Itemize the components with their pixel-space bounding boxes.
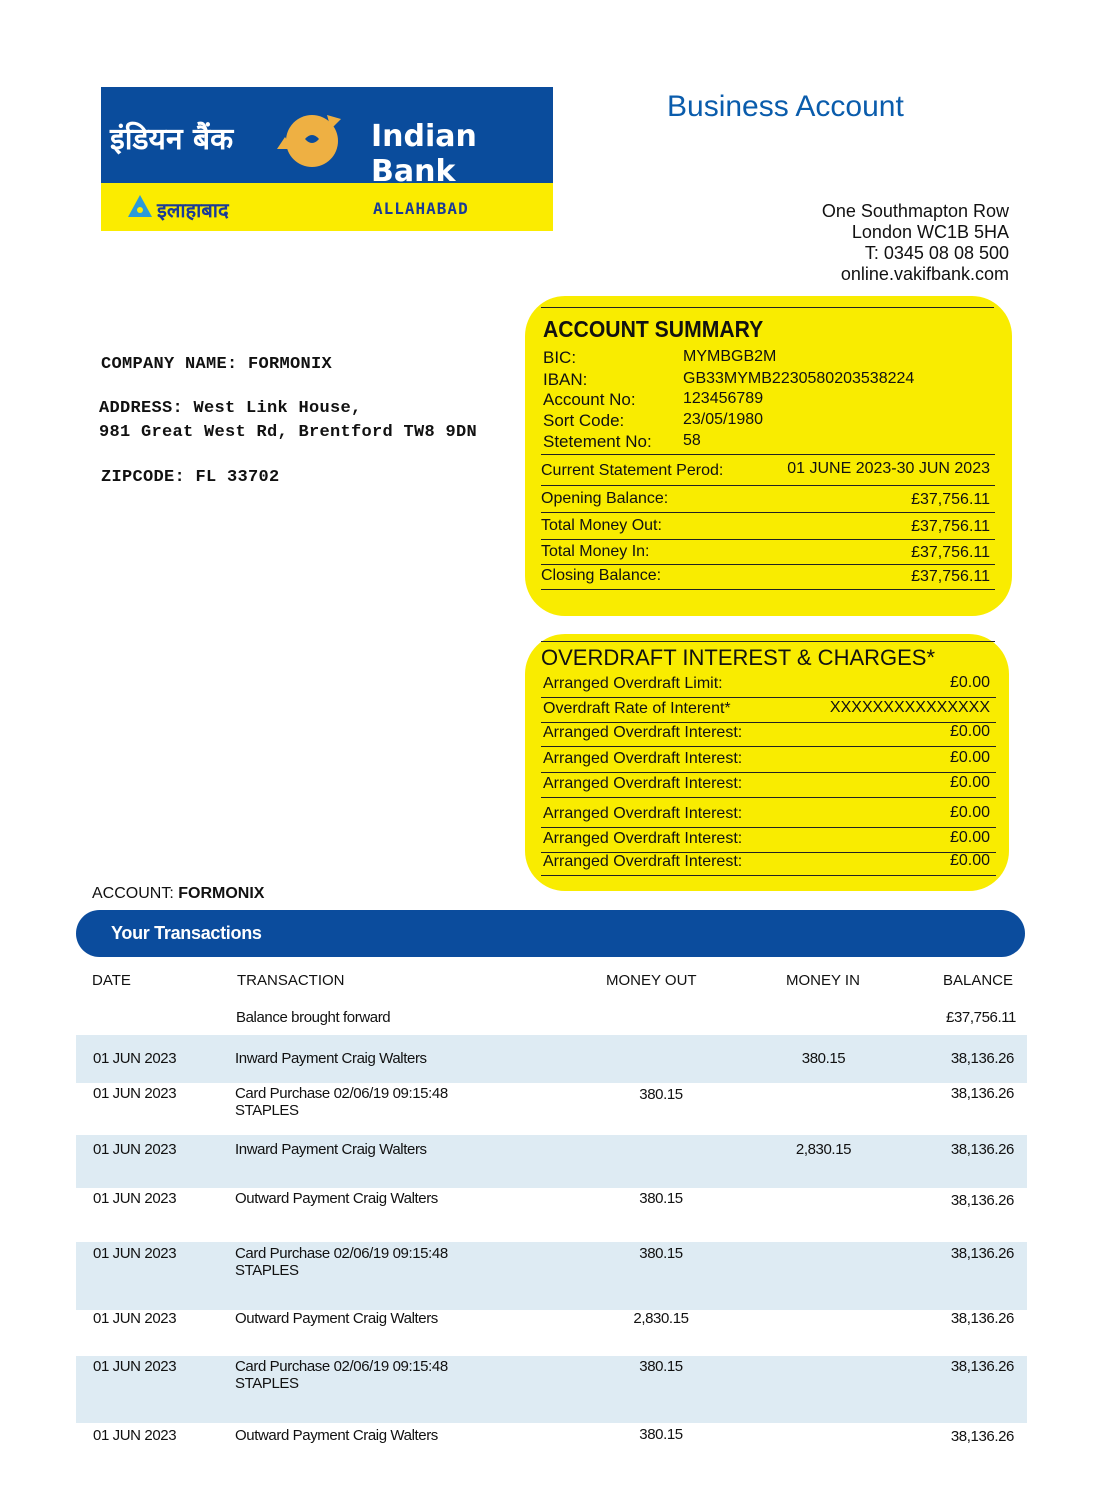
divider (541, 797, 996, 798)
tx-desc-line: STAPLES (235, 1102, 299, 1119)
table-row (76, 1135, 1027, 1188)
balance-value: £37,756.11 (911, 518, 990, 535)
balance-label: Opening Balance: (541, 490, 669, 507)
tx-desc-line: Inward Payment Craig Walters (235, 1141, 427, 1158)
tx-balance: 38,136.26 (950, 1428, 1014, 1445)
tx-money-out: 380.15 (639, 1426, 683, 1443)
tx-desc-line: Card Purchase 02/06/19 09:15:48 (235, 1245, 448, 1262)
tx-date: 01 JUN 2023 (93, 1050, 177, 1067)
transactions-title: Your Transactions (111, 923, 262, 943)
bank-emblem-icon (277, 109, 347, 169)
logo-allahabad-english: ALLAHABAD (373, 199, 469, 218)
tx-date: 01 JUN 2023 (93, 1085, 177, 1102)
table-row (76, 1310, 1027, 1356)
phone: T: 0345 08 08 500 (864, 243, 1009, 263)
tx-money-out: 380.15 (639, 1358, 683, 1375)
balance-value: £37,756.11 (911, 568, 990, 585)
table-row (76, 1035, 1027, 1083)
overdraft-label: Arranged Overdraft Interest: (543, 724, 743, 741)
tx-money-out: 380.15 (639, 1086, 683, 1103)
tx-description (235, 1358, 448, 1392)
overdraft-title: OVERDRAFT INTEREST & CHARGES* (541, 645, 936, 670)
tx-desc-line: Inward Payment Craig Walters (235, 1050, 427, 1067)
tx-money-out: 380.15 (639, 1190, 683, 1207)
transactions-header-bar (76, 910, 1025, 957)
overdraft-label: Arranged Overdraft Interest: (543, 830, 743, 847)
table-row (76, 1242, 1027, 1310)
col-money-out: MONEY OUT (606, 972, 697, 989)
col-balance: BALANCE (942, 972, 1013, 989)
account-label (92, 885, 264, 903)
balance-label: Total Money Out: (541, 517, 662, 534)
table-row (76, 1356, 1027, 1423)
summary-value: 123456789 (683, 390, 764, 407)
overdraft-value: £0.00 (949, 852, 990, 869)
tx-description (235, 1050, 427, 1067)
summary-value: 23/05/1980 (683, 411, 764, 428)
account-summary-title: ACCOUNT SUMMARY (543, 316, 764, 342)
overdraft-label: Arranged Overdraft Interest: (543, 853, 743, 870)
page-title: Business Account (667, 90, 904, 123)
summary-label: BIC: (543, 348, 577, 367)
tx-money-in: 380.15 (801, 1050, 846, 1067)
overdraft-label: Overdraft Rate of Interent* (543, 700, 731, 717)
col-transaction: TRANSACTION (237, 972, 345, 989)
tx-description (235, 1245, 448, 1279)
logo-english-text: Indian Bank (371, 119, 477, 189)
tx-balance: 38,136.26 (950, 1245, 1014, 1262)
tx-balance: 38,136.26 (950, 1085, 1014, 1102)
tx-balance: 38,136.26 (950, 1141, 1014, 1158)
balance-label: Closing Balance: (541, 567, 662, 584)
tx-desc-line: Outward Payment Craig Walters (235, 1190, 438, 1207)
tx-balance: 38,136.26 (950, 1310, 1014, 1327)
overdraft-value: £0.00 (949, 749, 990, 766)
overdraft-value: £0.00 (949, 723, 990, 740)
divider (541, 539, 995, 540)
tx-balance: 38,136.26 (950, 1050, 1014, 1067)
tx-date: 01 JUN 2023 (93, 1141, 177, 1158)
period-label: Current Statement Perod: (541, 462, 724, 479)
summary-value: GB33MYMB2230580203538224 (683, 370, 915, 387)
summary-label: IBAN: (543, 370, 588, 389)
tx-balance: 38,136.26 (950, 1358, 1014, 1375)
balance-value: £37,756.11 (911, 491, 990, 508)
overdraft-label: Arranged Overdraft Interest: (543, 750, 743, 767)
divider (541, 875, 996, 876)
logo-hindi-text: इंडियन बैंक (110, 122, 234, 157)
tx-desc-line: Outward Payment Craig Walters (235, 1427, 438, 1444)
allahabad-triangle-icon (128, 195, 152, 217)
col-date: DATE (92, 972, 131, 989)
tx-date: 01 JUN 2023 (93, 1310, 177, 1327)
tx-description (235, 1427, 438, 1444)
overdraft-value: XXXXXXXXXXXXXXX (829, 699, 990, 716)
table-row (76, 1083, 1027, 1135)
tx-money-out: 2,830.15 (633, 1310, 689, 1327)
tx-date: 01 JUN 2023 (93, 1358, 177, 1375)
summary-value: 58 (683, 432, 701, 449)
divider (541, 512, 995, 513)
balance-label: Total Money In: (541, 543, 650, 560)
tx-description (235, 1310, 438, 1327)
balance-value: £37,756.11 (911, 544, 990, 561)
address-line: One Southmapton Row (821, 201, 1009, 221)
tx-desc-line: Card Purchase 02/06/19 09:15:48 (235, 1358, 448, 1375)
overdraft-box (525, 634, 1009, 891)
summary-label: Stetement No: (543, 432, 652, 451)
divider (541, 589, 995, 590)
tx-desc-line: STAPLES (235, 1375, 299, 1392)
divider (541, 564, 995, 565)
overdraft-label: Arranged Overdraft Interest: (543, 775, 743, 792)
overdraft-value: £0.00 (949, 804, 990, 821)
tx-money-in: 2,830.15 (795, 1141, 852, 1158)
divider (541, 827, 996, 828)
bf-balance: £37,756.11 (946, 1009, 1016, 1026)
summary-label: Sort Code: (543, 411, 625, 430)
account-label-text: ACCOUNT: (92, 885, 179, 902)
account-summary-box (525, 296, 1012, 616)
summary-label: Account No: (543, 390, 636, 409)
table-row (76, 1423, 1027, 1463)
summary-value: MYMBGB2M (683, 348, 777, 365)
address-line: London WC1B 5HA (851, 222, 1009, 242)
col-money-in: MONEY IN (786, 972, 860, 989)
bank-logo (101, 87, 553, 232)
tx-date: 01 JUN 2023 (93, 1245, 177, 1262)
tx-description (235, 1190, 438, 1207)
overdraft-label: Arranged Overdraft Limit: (543, 675, 723, 692)
tx-date: 01 JUN 2023 (93, 1190, 177, 1207)
tx-desc-line: STAPLES (235, 1262, 299, 1279)
overdraft-value: £0.00 (949, 829, 990, 846)
overdraft-value: £0.00 (949, 774, 990, 791)
tx-description (235, 1085, 448, 1119)
company-zipcode: ZIPCODE: FL 33702 (101, 468, 280, 487)
divider (541, 722, 996, 723)
account-name: FORMONIX (178, 885, 265, 902)
balance-brought-forward-row (76, 1006, 1027, 1034)
logo-allahabad-hindi: इलाहाबाद (157, 198, 229, 222)
bank-address (822, 201, 1009, 285)
divider (541, 772, 996, 773)
overdraft-label: Arranged Overdraft Interest: (543, 805, 743, 822)
tx-desc-line: Outward Payment Craig Walters (235, 1310, 438, 1327)
divider (541, 746, 996, 747)
overdraft-value: £0.00 (949, 674, 990, 691)
tx-desc-line: Card Purchase 02/06/19 09:15:48 (235, 1085, 448, 1102)
tx-description (235, 1141, 427, 1158)
tx-money-out: 380.15 (639, 1245, 683, 1262)
tx-date: 01 JUN 2023 (93, 1427, 177, 1444)
period-value: 01 JUNE 2023-30 JUN 2023 (787, 460, 990, 477)
website: online.vakifbank.com (840, 264, 1009, 284)
tx-balance: 38,136.26 (950, 1192, 1014, 1209)
company-address-1: ADDRESS: West Link House, (99, 399, 362, 418)
company-name: COMPANY NAME: FORMONIX (101, 355, 333, 374)
company-address-2: 981 Great West Rd, Brentford TW8 9DN (99, 423, 478, 442)
divider (541, 697, 996, 698)
table-row (76, 1188, 1027, 1242)
bf-label: Balance brought forward (236, 1009, 391, 1026)
